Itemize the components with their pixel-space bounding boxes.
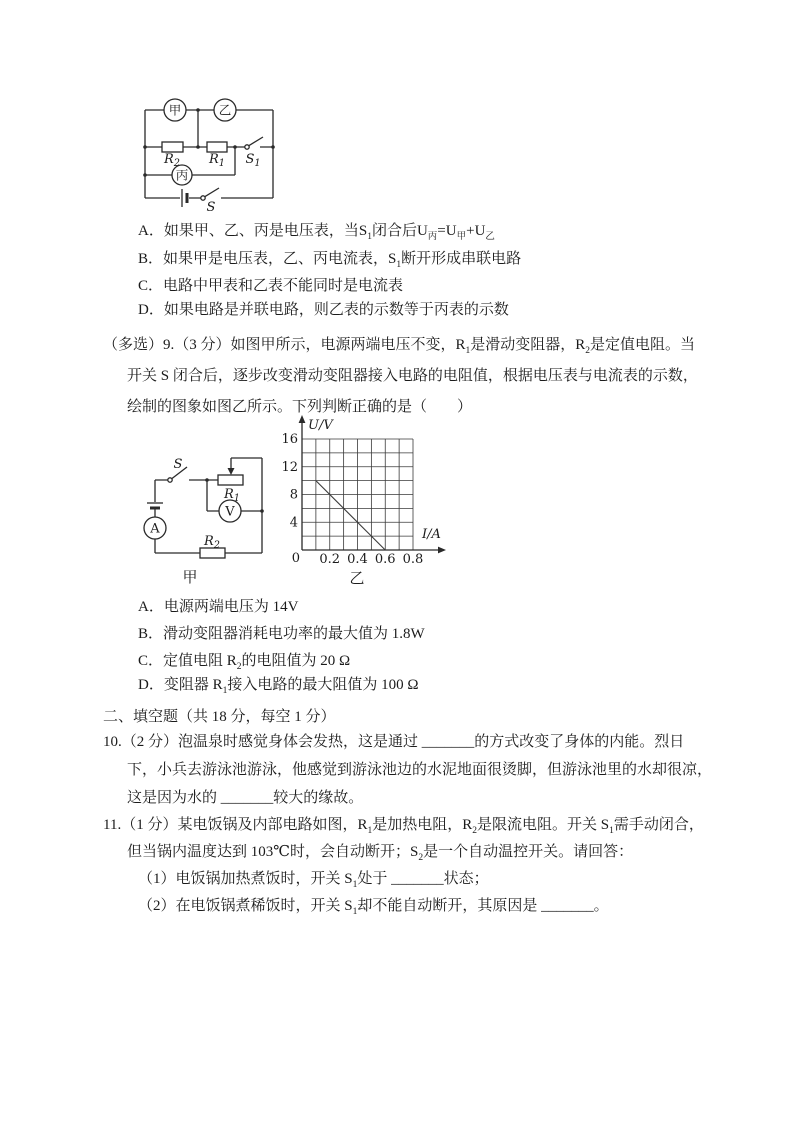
iv-curve	[316, 481, 385, 550]
resistor-r2-label: $R_2$	[163, 152, 181, 169]
figure-caption-jia: 甲	[182, 568, 198, 586]
x-tick-02: 0.2	[319, 552, 341, 567]
section-heading: 二、填空题（共 18 分，每空 1 分）	[103, 709, 336, 725]
switch-s-label: S	[206, 200, 216, 215]
q9-stem-line-2: 开关 S 闭合后，逐步改变滑动变阻器接入电路的电阻值，根据电压表与电流表的示数，	[127, 368, 698, 384]
q10-line-3: 这是因为水的 _______较大的缘故。	[127, 790, 364, 806]
x-tick-06: 0.6	[374, 552, 396, 567]
switch-s-label: S	[173, 457, 183, 472]
q9-graph-figure	[275, 412, 467, 594]
switch-s	[201, 188, 219, 200]
q11-line-1: 11.（1 分）某电饭锅及内部电路如图，$R_1$是加热电阻，$R_2$是限流电阻。开关 $S_1$需手动闭合，	[103, 817, 704, 836]
origin-tick: 0	[291, 551, 300, 566]
q10-line-2: 下，小兵去游泳池游泳，他感觉到游泳池边的水泥地面很烫脚，但游泳池里的水却很凉，	[127, 762, 713, 778]
rheostat-r1	[218, 475, 243, 485]
q11-line-4: （2）在电饭锅煮稀饭时，开关 $S_1$却不能自动断开，其原因是 _______。	[138, 898, 609, 917]
q9-option-d: D．变阻器 $R_1$接入电路的最大阻值为 100 Ω	[138, 677, 419, 696]
battery-symbol	[147, 503, 163, 508]
ammeter-label: A	[150, 521, 160, 537]
q11-line-2: 但当锅内温度达到 103℃时，会自动断开；$S_2$是一个自动温控开关。请回答：	[127, 844, 634, 863]
x-axis-label: I/A	[422, 527, 441, 542]
resistor-r1	[207, 142, 227, 152]
y-axis-label: U/V	[308, 418, 333, 433]
voltmeter-label: V	[225, 504, 235, 520]
q8-circuit-figure	[138, 86, 290, 218]
resistor-r2-label: $R_2$	[203, 534, 221, 551]
battery-symbol	[182, 189, 187, 207]
figure-caption-yi: 乙	[349, 569, 365, 587]
q8-option-b: B．如果甲是电压表，乙、丙电流表，$S_1$断开形成串联电路	[138, 251, 522, 270]
rheostat-r1-label: $R_1$	[223, 487, 241, 504]
x-tick-04: 0.4	[347, 552, 368, 567]
resistor-r2	[200, 548, 225, 558]
q8-option-a: A．如果甲、乙、丙是电压表，当$S_1$闭合后$U_丙=U_甲+U_乙$	[138, 223, 495, 242]
resistor-r2	[162, 142, 183, 152]
meter-yi-label: 乙	[218, 102, 232, 118]
y-tick-4: 4	[289, 515, 298, 531]
y-tick-8: 8	[289, 487, 298, 503]
switch-s1-label: $S_1$	[245, 152, 261, 169]
x-tick-08: 0.8	[402, 552, 424, 567]
y-axis	[299, 415, 306, 550]
slider-arrow	[228, 468, 235, 475]
y-tick-16: 16	[281, 432, 298, 447]
q9-stem-line-3: 绘制的图象如图乙所示。下列判断正确的是（ ）	[127, 399, 473, 415]
q9-stem-line-1: （多选）9.（3 分）如图甲所示，电源两端电压不变，$R_1$是滑动变阻器，$R_2$是定值电阻。当	[103, 337, 696, 356]
q9-option-a: A．电源两端电压为 14V	[138, 599, 299, 615]
q8-option-d: D．如果电路是并联电路，则乙表的示数等于丙表的示数	[138, 302, 509, 318]
q8-option-c: C．电路中甲表和乙表不能同时是电流表	[138, 278, 404, 294]
q11-line-3: （1）电饭锅加热煮饭时，开关 $S_1$处于 _______状态；	[138, 871, 489, 890]
grid	[302, 439, 413, 550]
meter-jia-label: 甲	[168, 102, 182, 118]
q9-option-b: B．滑动变阻器消耗电功率的最大值为 1.8W	[138, 626, 425, 642]
y-tick-12: 12	[281, 459, 298, 475]
q9-option-c: C．定值电阻 $R_2$的电阻值为 20 Ω	[138, 653, 351, 672]
meter-bing-label: 丙	[175, 167, 189, 183]
resistor-r1-label: $R_1$	[208, 152, 226, 169]
q10-line-1: 10.（2 分）泡温泉时感觉身体会发热，这是通过 _______的方式改变了身体的内能。烈日	[103, 734, 685, 750]
